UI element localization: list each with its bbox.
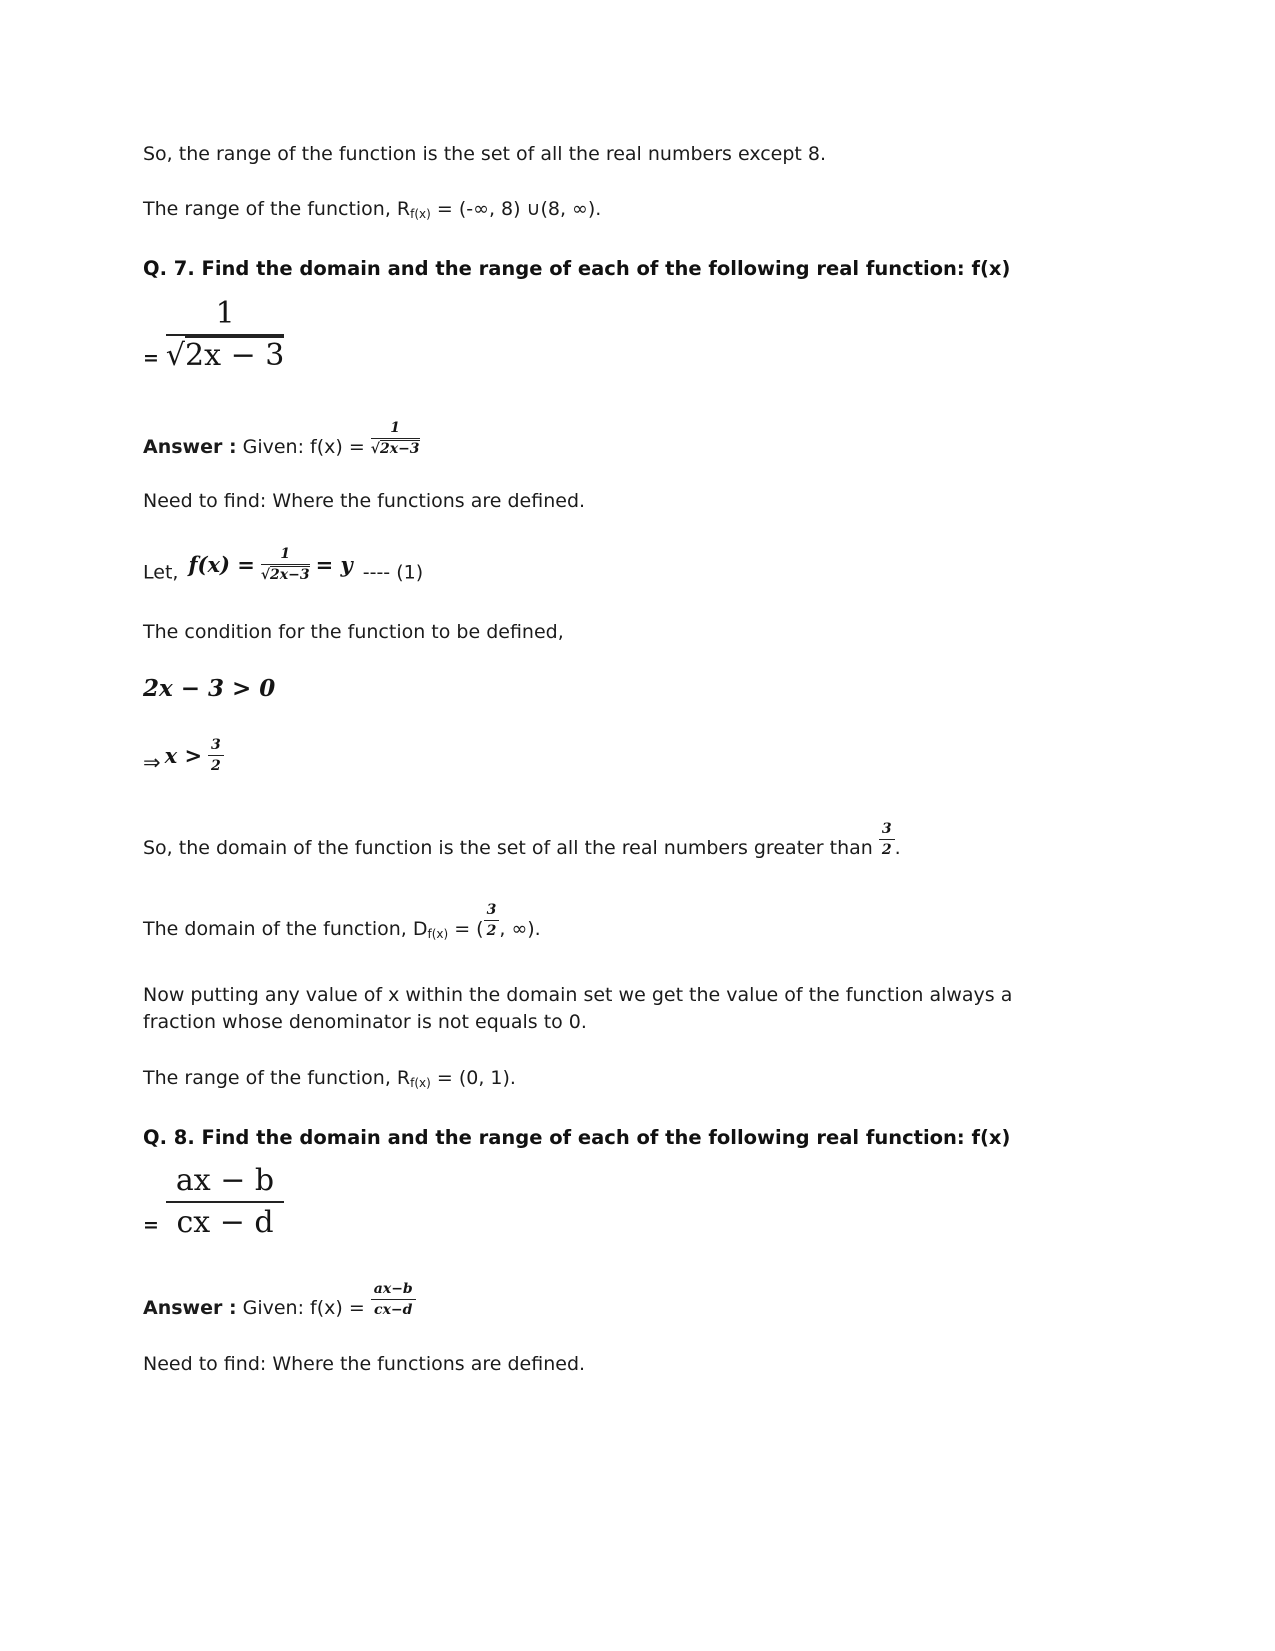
fraction-numerator: ax−b [371, 1281, 416, 1300]
fraction-numerator: 1 [261, 546, 310, 565]
implies-arrow: ⇒ [143, 750, 161, 775]
fraction-numerator: 3 [484, 902, 500, 921]
q7-condition-text: The condition for the function to be defined, [143, 621, 564, 643]
fraction-denominator: 2 [881, 842, 892, 858]
equation-lhs: f(x) = [188, 551, 255, 577]
paragraph-range-formula [143, 197, 1088, 226]
range-formula-interval: = (0, 1). [430, 1067, 516, 1089]
equation-group [165, 737, 224, 774]
radicand: 2x−3 [270, 567, 310, 583]
subscript-fx: f(x) [427, 927, 449, 941]
answer-label: Answer : [143, 436, 237, 458]
question-8-heading: Q. 8. Find the domain and the range of each of the following real function: f(x) [143, 1126, 1011, 1149]
radicand: 2x−3 [379, 441, 420, 457]
q7-display-equation [143, 297, 1088, 374]
radicand: 2x − 3 [185, 338, 285, 373]
q7-inequality-1: 2x − 3 > 0 [143, 675, 276, 702]
inline-fraction [484, 902, 500, 939]
subscript-fx: f(x) [410, 1076, 431, 1090]
domain-note-period: . [894, 837, 901, 859]
fraction-denominator [166, 336, 284, 374]
inline-fraction [208, 737, 224, 774]
answer-given-text: Given: f(x) = [236, 1297, 371, 1319]
q7-need-to-find: Need to find: Where the functions are defined. [143, 490, 586, 512]
document-content [143, 142, 1088, 1376]
radical-sign: √ [370, 441, 380, 457]
domain-formula-close: , ∞). [499, 918, 541, 940]
q7-domain-note [143, 821, 1088, 860]
fraction-denominator: cx − d [176, 1205, 274, 1240]
q8-display-equation [143, 1164, 1088, 1241]
inline-fraction [879, 821, 895, 858]
equation-group [188, 546, 352, 583]
answer-label: Answer : [143, 1297, 237, 1319]
fraction-denominator: 2 [211, 758, 221, 774]
fraction-numerator: ax − b [166, 1164, 284, 1203]
q8-answer-line [143, 1281, 1088, 1320]
domain-formula-prefix: The domain of the function, D [143, 918, 428, 940]
equation-number: ---- (1) [356, 561, 424, 584]
radical-sign: √ [165, 338, 186, 373]
q7-range-formula [143, 1066, 1088, 1095]
inline-fraction [371, 420, 420, 457]
answer-given-text: Given: f(x) = [236, 436, 371, 458]
q7-answer-line [143, 420, 1088, 459]
range-formula-prefix: The range of the function, R [143, 1067, 411, 1089]
fraction-numerator: 3 [879, 821, 895, 840]
inline-fraction [261, 546, 310, 583]
fraction [166, 1164, 284, 1241]
equals-sign: = [143, 347, 159, 369]
domain-note-text: So, the domain of the function is the set of all the real numbers greater than [143, 837, 879, 859]
paragraph-range-note: So, the range of the function is the set of all the real numbers except 8. [143, 143, 827, 165]
q7-putting-note: Now putting any value of x within the domain set we get the value of the function always a fraction whose denominator is not equals to 0. [143, 984, 1013, 1033]
inline-fraction [371, 1281, 416, 1318]
fraction-numerator: 1 [371, 420, 420, 439]
q7-inequality-2 [143, 737, 1088, 781]
fraction-numerator: 3 [208, 737, 224, 756]
equals-sign: = [143, 1214, 159, 1236]
radical-sign: √ [260, 567, 271, 583]
fraction-numerator: 1 [166, 297, 284, 336]
equation-rhs: = y [315, 551, 353, 577]
subscript-fx: f(x) [410, 207, 431, 221]
fraction-denominator: 2 [486, 923, 497, 939]
fraction [166, 297, 284, 374]
fraction-denominator: cx−d [374, 1302, 413, 1318]
question-7-heading: Q. 7. Find the domain and the range of each of the following real function: f(x) [143, 257, 1011, 280]
fraction-denominator [371, 439, 420, 457]
range-formula-prefix: The range of the function, R [143, 198, 411, 220]
fraction-denominator [261, 565, 310, 583]
range-formula-interval: = (-∞, 8) ∪(8, ∞). [430, 198, 602, 220]
q7-let-equation [143, 546, 1088, 590]
let-prefix: Let, [143, 561, 185, 584]
q8-need-to-find: Need to find: Where the functions are defined. [143, 1353, 586, 1375]
inequality-lhs: x > [164, 742, 203, 768]
domain-formula-open: = ( [448, 918, 484, 940]
q7-domain-formula [143, 902, 1088, 946]
